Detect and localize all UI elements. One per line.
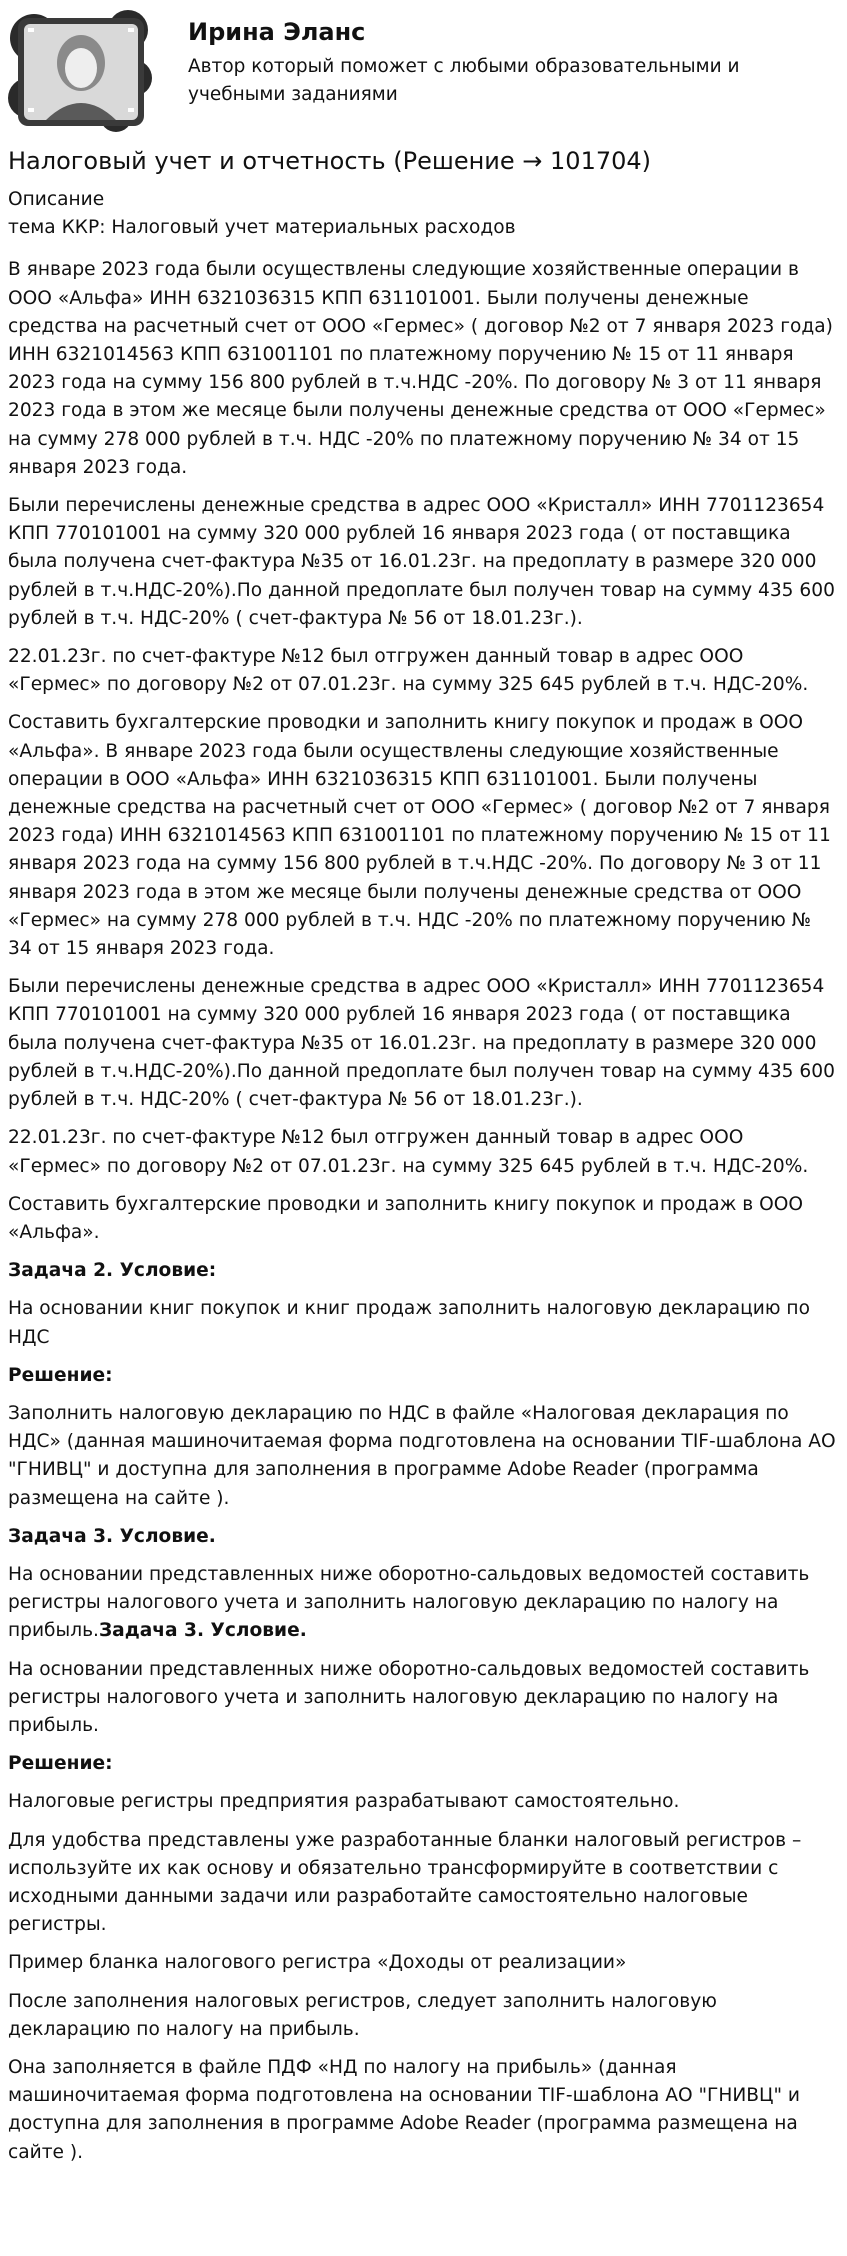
author-card [6,8,836,138]
solution2-paragraph-2: Для удобства представлены уже разработанные бланки налоговый регистров – используйте их как основу и обязательно трансформируйте в соответствии с исходными данными задачи или разработайте самостоятельно налоговые регистры. [8,1829,802,1936]
solution2-paragraph-5: Она заполняется в файле ПДФ «НД по налогу на прибыль» (данная машиночитаемая форма подготовлена на основании TIF-шаблона АО "ГНИВЦ" и доступна для заполнения в программе Adobe Reader (программа размещена на сайте ). [8,2056,801,2163]
description-label: Описание [8,189,105,210]
solution2-paragraph-3: Пример бланка налогового регистра «Доходы от реализации» [8,1952,627,1974]
topic-line: тема ККР: Налоговый учет материальных расходов [8,217,516,239]
task2-text: На основании книг покупок и книг продаж заполнить налоговую декларацию по НДС [8,1298,810,1348]
paragraph-task-instruction: Составить бухгалтерские проводки и заполнить книгу покупок и продаж в ООО «Альфа». [8,1193,804,1243]
task3-heading: Задача 3. Условие. [8,1525,216,1547]
paragraph-transfer: Были перечислены денежные средства в адрес ООО «Кристалл» ИНН 7701123654 КПП 770101001 на сумму 320 000 рублей 16 января 2023 года ( от поставщика была получена счет-фактура №35 от 16.01.23г. на предоплату в размере 320 000 рублей в т.ч.НДС-20%).По данной предоплате был получен товар на сумму 435 600 рублей в т.ч. НДС-20% ( счет-фактура № 56 от 18.01.23г.). [8,495,835,629]
solution1-text: Заполнить налоговую декларацию по НДС в файле «Налоговая декларация по НДС» (данная машиночитаемая форма подготовлена на основании TIF-шаблона АО "ГНИВЦ" и доступна для заполнения в программе Adobe Reader (программа размещена на сайте ). [8,1402,836,1509]
solution1-heading: Решение: [8,1364,113,1386]
paragraph-transfer-repeat: Были перечислены денежные средства в адрес ООО «Кристалл» ИНН 7701123654 КПП 770101001 на сумму 320 000 рублей 16 января 2023 года ( от поставщика была получена счет-фактура №35 от 16.01.23г. на предоплату в размере 320 000 рублей в т.ч.НДС-20%).По данной предоплате был получен товар на сумму 435 600 рублей в т.ч. НДС-20% ( счет-фактура № 56 от 18.01.23г.). [8,976,835,1111]
paragraph-operations: В январе 2023 года были осуществлены следующие хозяйственные операции в ООО «Альфа» ИНН 6321036315 КПП 631101001. Были получены денежные средства на расчетный счет от ООО «Гермес» ( договор №2 от 7 января 2023 года) ИНН 6321014563 КПП 631001101 по платежному поручению № 15 от 11 января 2023 года на сумму 156 800 рублей в т.ч.НДС -20%. По договору № 3 от 11 января 2023 года в этом же месяце были получены денежные средства от ООО «Гермес» на сумму 278 000 рублей в т.ч. НДС -20% по платежному поручению № 34 от 15 января 2023 года. [8,259,833,478]
author-description: Автор который поможет с любыми образовательными и учебными заданиями [188,56,740,105]
task3-heading-inline: Задача 3. Условие. [98,1620,307,1642]
paragraph-shipment: 22.01.23г. по счет-фактуре №12 был отгружен данный товар в адрес ООО «Гермес» по договору №2 от 07.01.23г. на сумму 325 645 рублей в т.ч. НДС-20%. [8,646,809,696]
solution2-paragraph-1: Налоговые регистры предприятия разрабатывают самостоятельно. [8,1791,680,1813]
solution2-heading: Решение: [8,1753,113,1775]
task3-text [8,1561,838,1646]
paragraph-task-repeat: Составить бухгалтерские проводки и заполнить книгу покупок и продаж в ООО «Альфа». В январе 2023 года были осуществлены следующие хозяйственные операции в ООО «Альфа» ИНН 6321036315 КПП 631101001. Были получены денежные средства на расчетный счет от ООО «Гермес» ( договор №2 от 7 января 2023 года) ИНН 6321014563 КПП 631001101 по платежному поручению № 15 от 11 января 2023 года на сумму 156 800 рублей в т.ч.НДС -20%. По договору № 3 от 11 января 2023 года в этом же месяце были получены денежные средства от ООО «Гермес» на сумму 278 000 рублей в т.ч. НДС -20% по платежному поручению № 34 от 15 января 2023 года. [8,712,831,960]
task3-text-body: На основании представленных ниже оборотно-сальдовых ведомостей составить регистры налогового учета и заполнить налоговую декларацию по налогу на прибыль. [8,1563,810,1642]
document-body [8,146,838,2177]
author-name[interactable]: Ирина Эланс [188,18,366,46]
author-avatar[interactable] [6,8,156,133]
task2-heading: Задача 2. Условие: [8,1260,217,1282]
task3-text-repeat: На основании представленных ниже оборотно-сальдовых ведомостей составить регистры налогового учета и заполнить налоговую декларацию по налогу на прибыль. [8,1658,810,1736]
author-photo-film-frame-icon [6,8,156,133]
paragraph-shipment-repeat: 22.01.23г. по счет-фактуре №12 был отгружен данный товар в адрес ООО «Гермес» по договору №2 от 07.01.23г. на сумму 325 645 рублей в т.ч. НДС-20%. [8,1127,809,1177]
solution2-paragraph-4: После заполнения налоговых регистров, следует заполнить налоговую декларацию по налогу на прибыль. [8,1990,717,2040]
page-title: Налоговый учет и отчетность (Решение → 101704) [8,147,652,175]
